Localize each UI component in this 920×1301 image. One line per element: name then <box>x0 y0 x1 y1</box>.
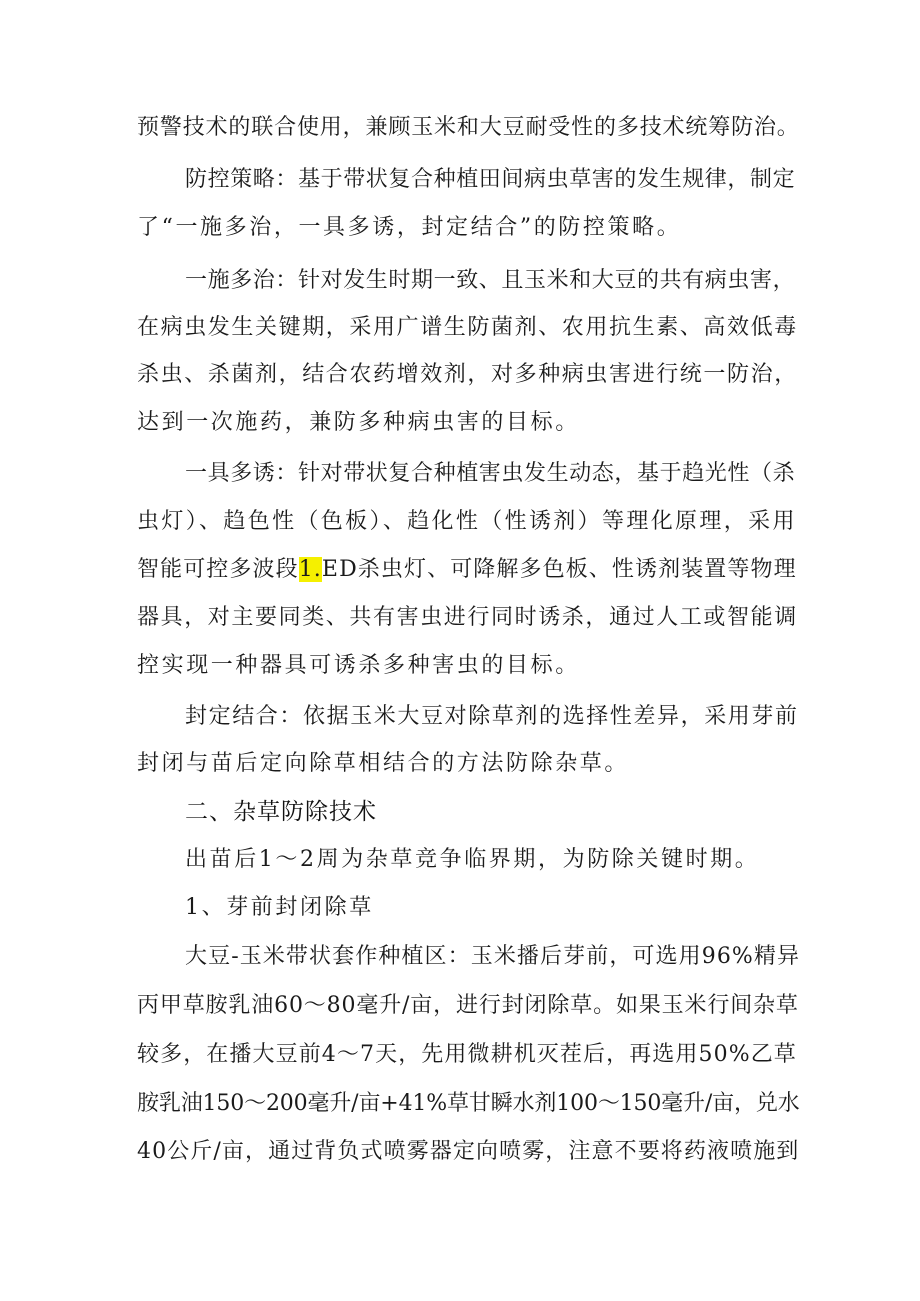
paragraph-line: 虫灯）、趋色性（色板）、趋化性（性诱剂）等理化原理，采用 <box>137 509 797 534</box>
paragraph-line: 器具，对主要同类、共有害虫进行同时诱杀，通过人工或智能调 <box>137 605 798 630</box>
paragraph-line: 在病虫发生关键期，采用广谱生防菌剂、农用抗生素、高效低毒 <box>137 315 798 340</box>
paragraph-line: 了“一施多治，一具多诱，封定结合”的防控策略。 <box>137 215 682 240</box>
paragraph-line-highlighted <box>137 555 797 585</box>
line-text-after: ED杀虫灯、可降解多色板、性诱剂装置等物理 <box>321 557 797 582</box>
paragraph-line: 大豆-玉米带状套作种植区：玉米播后芽前，可选用96%精异 <box>185 944 801 969</box>
highlighted-text: 1. <box>298 557 322 582</box>
paragraph-line: 达到一次施药，兼防多种病虫害的目标。 <box>137 410 580 435</box>
paragraph-line: 一施多治：针对发生时期一致、且玉米和大豆的共有病虫害， <box>185 268 796 293</box>
paragraph-line: 防控策略：基于带状复合种植田间病虫草害的发生规律，制定 <box>185 167 796 192</box>
paragraph-line: 封闭与苗后定向除草相结合的方法防除杂草。 <box>137 751 630 776</box>
section-heading: 二、杂草防除技术 <box>185 799 377 825</box>
paragraph-line: 丙甲草胺乳油60～80毫升/亩，进行封闭除草。如果玉米行间杂草 <box>137 993 799 1018</box>
line-text-before: 智能可控多波段 <box>137 557 299 582</box>
paragraph-line: 控实现一种器具可诱杀多种害虫的目标。 <box>137 653 580 678</box>
paragraph-line: 出苗后1～2周为杂草竞争临界期，为防除关键时期。 <box>185 847 760 872</box>
paragraph-line: 较多，在播大豆前4～7天，先用微耕机灭茬后，再选用50%乙草 <box>137 1042 797 1067</box>
paragraph-line: 40公斤/亩，通过背负式喷雾器定向喷雾，注意不要将药液喷施到 <box>137 1139 800 1164</box>
paragraph-line: 预警技术的联合使用，兼顾玉米和大豆耐受性的多技术统筹防治。 <box>137 115 800 140</box>
paragraph-line: 封定结合：依据玉米大豆对除草剂的选择性差异，采用芽前 <box>185 704 799 729</box>
paragraph-line: 胺乳油150～200毫升/亩+41%草甘瞬水剂100～150毫升/亩，兑水 <box>137 1091 800 1116</box>
paragraph-line: 一具多诱：针对带状复合种植害虫发生动态，基于趋光性（杀 <box>185 461 796 486</box>
subsection-heading: 1、芽前封闭除草 <box>185 895 374 920</box>
paragraph-line: 杀虫、杀菌剂，结合农药增效剂，对多种病虫害进行统一防治， <box>137 362 798 387</box>
